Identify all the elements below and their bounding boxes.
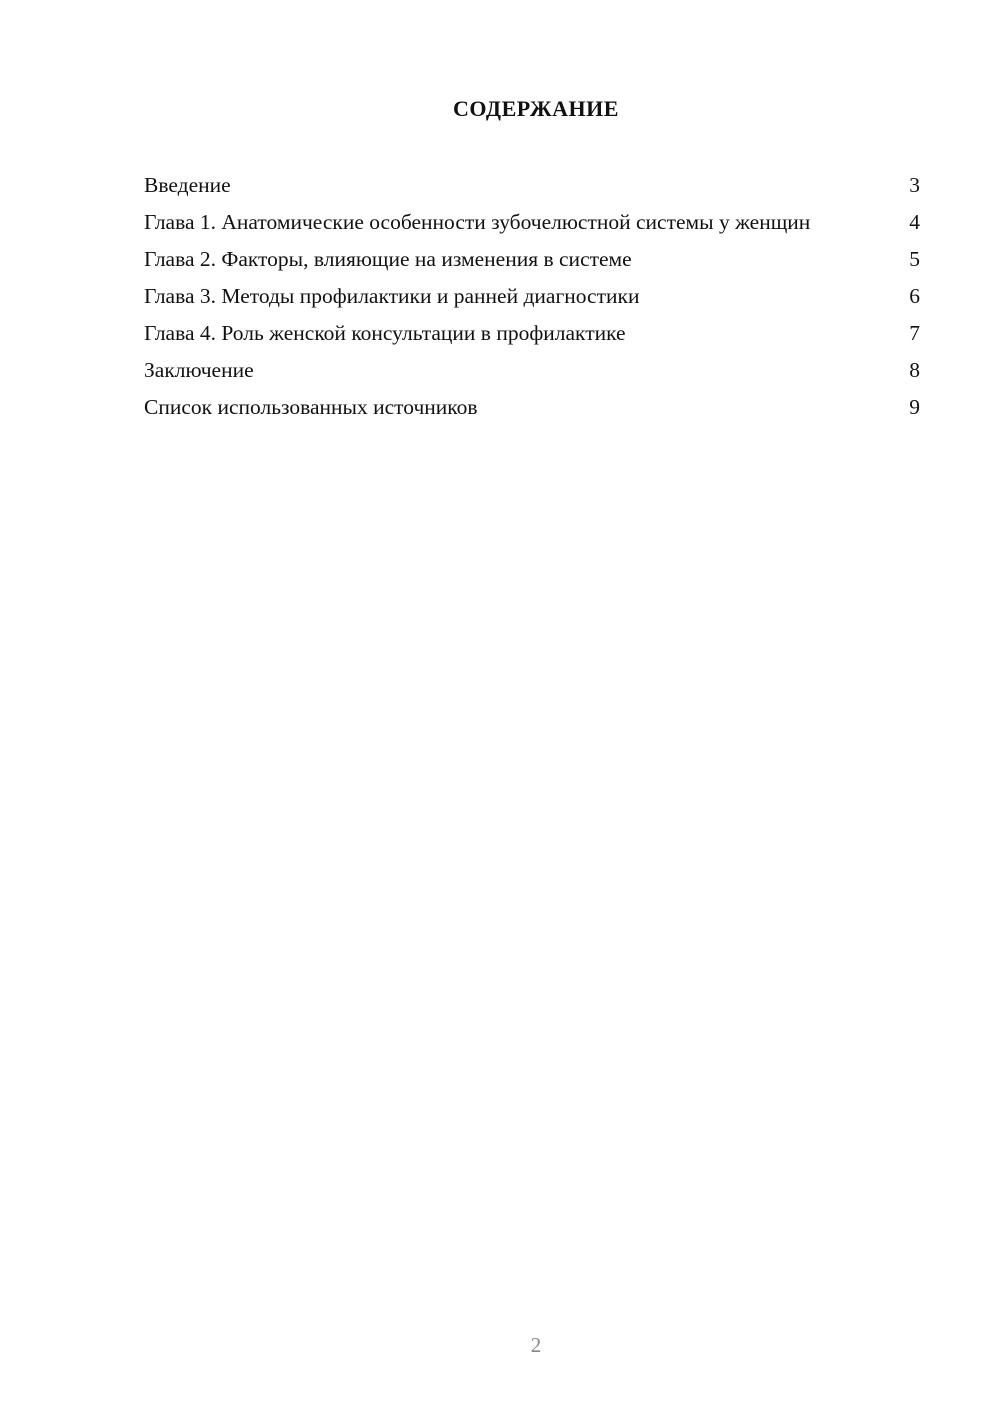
toc-entry-text: Список использованных источников [144, 395, 478, 419]
toc-title: СОДЕРЖАНИЕ [453, 96, 619, 121]
toc-entry-page: 9 [909, 395, 920, 419]
toc-entry-text: Глава 2. Факторы, влияющие на изменения в системе [144, 247, 632, 271]
toc-entry-text: Глава 3. Методы профилактики и ранней диагностики [144, 284, 640, 308]
toc-entry-page: 5 [909, 247, 920, 271]
toc-entry-page: 6 [909, 284, 920, 308]
page-number: 2 [530, 1333, 542, 1357]
toc-entry-page: 8 [909, 358, 920, 382]
table-of-contents [144, 172, 920, 431]
toc-entry-page: 7 [909, 321, 920, 345]
toc-entry-text: Заключение [144, 358, 254, 382]
toc-entry-chapter-4 [144, 320, 920, 346]
toc-entry-introduction [144, 172, 920, 198]
toc-entry-conclusion [144, 357, 920, 383]
toc-entry-references [144, 394, 920, 420]
toc-entry-page: 3 [909, 173, 920, 197]
toc-entry-text: Введение [144, 173, 231, 197]
toc-entry-chapter-2 [144, 246, 920, 272]
toc-entry-text: Глава 1. Анатомические особенности зубочелюстной системы у женщин [144, 210, 811, 234]
toc-entry-chapter-3 [144, 283, 920, 309]
toc-entry-chapter-1 [144, 209, 920, 235]
toc-entry-text: Глава 4. Роль женской консультации в профилактике [144, 321, 626, 345]
toc-entry-page: 4 [909, 210, 920, 234]
